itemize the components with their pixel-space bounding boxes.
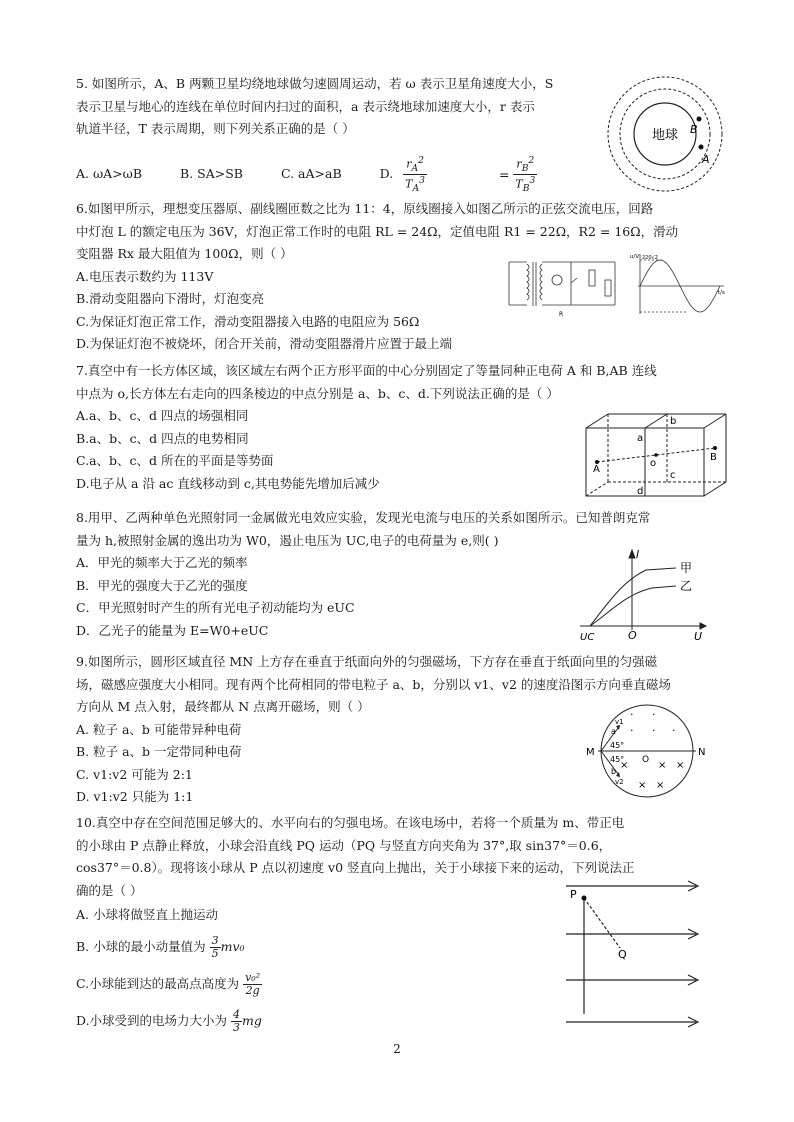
q7-option-a: A.a、b、c、d 四点的场强相同: [76, 408, 249, 423]
q10-line-3: cos37°＝0.8）。现将该小球从 P 点以初速度 v0 竖直向上抛出，关于小球接下来的运动，下列说法正: [76, 860, 635, 875]
q8-option-d: D．乙光子的能量为 E=W0+eUC: [76, 622, 269, 638]
svg-text:·: ·: [630, 724, 634, 737]
q9-option-b: B. 粒子 a、b 一定带同种电荷: [76, 744, 242, 759]
svg-text:v2: v2: [615, 778, 624, 786]
q8-option-b: B．甲光的强度大于乙光的强度: [76, 577, 248, 593]
q6-option-b: B.滑动变阻器向下滑时，灯泡变亮: [76, 291, 265, 306]
q9-magnetic-figure: [582, 704, 714, 802]
q9-line-1: 9.如图所示，圆形区域直径 MN 上方存在垂直于纸面向外的匀强磁场，下方存在垂直于纸面向里的匀强磁: [76, 654, 658, 669]
q6-sine-figure: [628, 250, 728, 318]
svg-text:Q: Q: [618, 948, 627, 961]
earth-label: 地球: [651, 128, 679, 143]
svg-text:c: c: [670, 470, 676, 481]
svg-text:a: a: [637, 433, 644, 444]
q6-option-c: C.为保证灯泡正常工作，滑动变阻器接入电路的电阻应为 56Ω: [76, 313, 420, 329]
q7-line-2: 中点为 o,长方体左右走向的四条棱边的中点分别是 a、b、c、d.下列说法正确的是（ ）: [76, 385, 559, 401]
q5-option-a: A. ωA>ωB: [76, 166, 143, 182]
question-7: [76, 360, 657, 495]
q5-line-2: 表示卫星与地心的连线在单位时间内扫过的面积，a 表示绕地球加速度大小，r 表示: [76, 98, 535, 114]
svg-text:t/s: t/s: [718, 290, 725, 296]
q5-options: [76, 155, 605, 196]
svg-text:M: M: [586, 747, 595, 758]
q10-option-d: D.小球受到的电场力大小为 $\frac{4}{3}$ mg: [76, 1007, 262, 1034]
svg-text:U: U: [694, 630, 703, 642]
q5-line-1: 5. 如图所示，A、B 两颗卫星均绕地球做匀速圆周运动，若 ω 表示卫星角速度大小，S: [76, 76, 554, 91]
q8-option-c: C．甲光照射时产生的所有光电子初动能均为 eUC: [76, 600, 355, 615]
svg-text:O: O: [642, 755, 650, 765]
q5-option-d: D. $\frac{r_A^2}{T_A^3}$ = $\frac{r_B^2}{T_B^3}$: [380, 155, 606, 196]
q6-option-a: A.电压表示数约为 113V: [76, 268, 214, 284]
svg-text:×: ×: [620, 760, 629, 771]
q7-option-d: D.电子从 a 沿 ac 直线移动到 c,其电势能先增加后减少: [76, 475, 380, 491]
q7-line-1: 7.真空中有一长方体区域，该区域左右两个正方形平面的中心分别固定了等量同种正电荷 A 和 B,AB 连线: [76, 363, 657, 378]
svg-text:v1: v1: [615, 718, 624, 726]
q8-option-a: A．甲光的频率大于乙光的频率: [76, 555, 248, 570]
svg-text:×: ×: [638, 780, 647, 791]
q5-orbit-figure: [606, 75, 724, 193]
q7-cuboid-figure: [584, 412, 730, 500]
q5-d-right-fraction: $\frac{r_B^2}{T_B^3}$: [515, 154, 536, 195]
q9-crosses: [620, 760, 684, 791]
question-8: [76, 507, 650, 642]
svg-text:P: P: [570, 888, 577, 901]
q9-line-3: 方向从 M 点入射，最终都从 N 点离开磁场，则（ ）: [76, 699, 370, 714]
q8-iv-figure: [576, 546, 712, 642]
q5-d-left-fraction: $\frac{r_A^2}{T_A^3}$: [405, 154, 425, 195]
svg-text:·: ·: [652, 708, 656, 721]
svg-text:O: O: [628, 629, 637, 642]
svg-text:I: I: [636, 548, 640, 561]
svg-text:R: R: [559, 311, 564, 318]
svg-text:乙: 乙: [680, 579, 693, 593]
q8-line-2: 量为 h,被照射金属的逸出功为 W0，遏止电压为 UC,电子的电荷量为 e,则( ): [76, 532, 499, 548]
q9-line-2: 场，磁感应强度大小相同。现有两个比荷相同的带电粒子 a、b，分别以 v1、v2 的速度沿图示方向垂直磁场: [76, 676, 671, 692]
q5-option-b: B. SA>SB: [180, 166, 243, 182]
q9-option-c: C. v1:v2 可能为 2:1: [76, 766, 193, 782]
q7-option-c: C.a、b、c、d 所在的平面是等势面: [76, 453, 274, 468]
svg-text:A: A: [593, 464, 600, 475]
svg-text:d: d: [637, 486, 644, 497]
q10-option-a: A. 小球将做竖直上抛运动: [76, 907, 218, 922]
q10-line-2: 的小球由 P 点静止释放，小球会沿直线 PQ 运动（PQ 与竖直方向夹角为 37°,取 sin37°＝0.6，: [76, 837, 612, 853]
q10-option-b: B. 小球的最小动量值为 $\frac{3}{5}$ mv₀: [76, 933, 245, 960]
q9-option-d: D. v1:v2 只能为 1:1: [76, 789, 194, 804]
q10-field-figure: [562, 868, 708, 1034]
svg-text:×: ×: [676, 760, 685, 771]
q8-line-1: 8.用甲、乙两种单色光照射同一金属做光电效应实验，发现光电流与电压的关系如图所示。已知普朗克常: [76, 510, 651, 525]
q10-line-4: 确的是（ ）: [76, 882, 143, 898]
svg-text:·: ·: [672, 724, 676, 737]
svg-text:b: b: [611, 767, 617, 776]
svg-text:A: A: [702, 153, 710, 166]
svg-text:a: a: [611, 727, 616, 736]
svg-text:u/V: u/V: [630, 254, 640, 260]
q10-line-1: 10.真空中存在空间范围足够大的、水平向右的匀强电场。在该电场中，若将一个质量为 m、带正电: [76, 815, 625, 830]
q9-dots: [630, 708, 676, 737]
svg-text:×: ×: [656, 780, 665, 791]
svg-text:B: B: [710, 452, 717, 463]
q10-option-c: C.小球能到达的最高点高度为 $\frac{\text{v₀²}}{2g}$: [76, 970, 261, 997]
q9-option-a: A. 粒子 a、b 可能带异种电荷: [76, 721, 242, 737]
svg-text:·: ·: [630, 708, 634, 721]
svg-text:×: ×: [658, 760, 667, 771]
svg-text:45°: 45°: [610, 741, 625, 750]
svg-text:甲: 甲: [680, 561, 693, 575]
svg-text:UC: UC: [580, 632, 595, 642]
svg-text:B: B: [690, 123, 698, 136]
svg-text:·: ·: [652, 724, 656, 737]
svg-text:N: N: [698, 747, 706, 758]
q5-line-3: 轨道半径，T 表示周期，则下列关系正确的是（ ）: [76, 121, 355, 136]
svg-text:b: b: [670, 416, 677, 427]
svg-text:45°: 45°: [610, 755, 625, 764]
svg-text:220√2: 220√2: [642, 255, 658, 261]
q6-circuit-figure: [505, 250, 620, 318]
q5-option-c: C. aA>aB: [280, 166, 342, 182]
q6-option-d: D.为保证灯泡不被烧坏，闭合开关前，滑动变阻器滑片应置于最上端: [76, 336, 453, 351]
q6-line-3: 变阻器 Rx 最大阻值为 100Ω，则（ ）: [76, 246, 293, 261]
question-5: [76, 73, 605, 195]
q6-line-2: 中灯泡 L 的额定电压为 36V，灯泡正常工作时的电阻 RL = 24Ω，定值电阻 R1 = 22Ω，R2 = 16Ω，滑动: [76, 223, 679, 239]
q6-line-1: 6.如图甲所示，理想变压器原、副线圈匝数之比为 11：4，原线圈接入如图乙所示的正弦交流电压，回路: [76, 201, 654, 216]
q7-option-b: B.a、b、c、d 四点的电势相同: [76, 430, 249, 446]
svg-text:o: o: [650, 458, 657, 469]
page-number: 2: [393, 1042, 401, 1056]
question-10: [76, 812, 635, 1034]
